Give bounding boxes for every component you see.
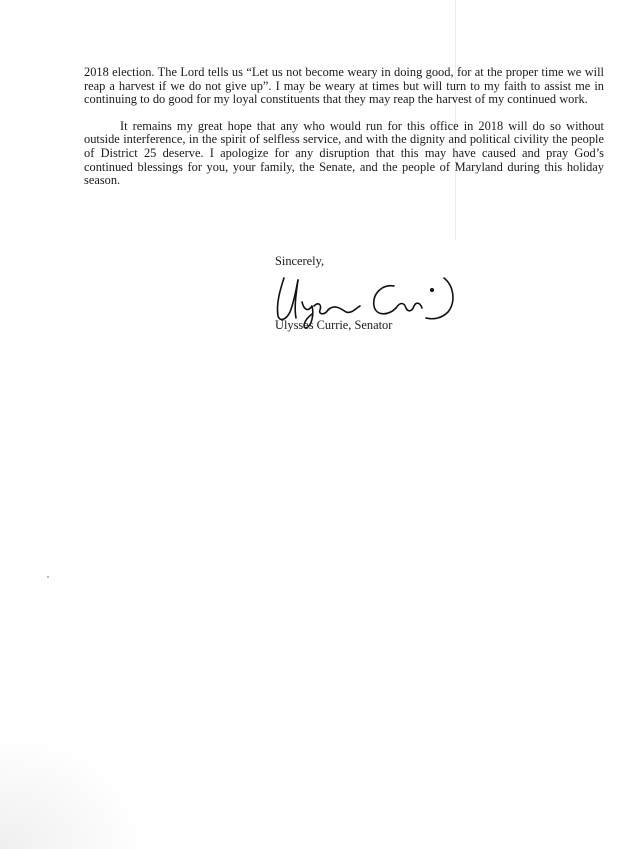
signer-name: Ulysses Currie, Senator <box>275 318 393 332</box>
closing-salutation: Sincerely, <box>275 254 325 268</box>
paragraph-hope: It remains my great hope that any who would run for this office in 2018 will do so without outside interference, in the spirit of selfless service, and with the dignity and political civility the people of District 25 deserve. I apologize for any disruption that this may have caused and pray God’s continued blessings for you, your family, the Senate, and the people of Maryland during this holiday season. <box>84 118 604 188</box>
scan-shadow <box>0 739 140 849</box>
paragraph-election: 2018 election. The Lord tells us “Let us not become weary in doing good, for at the proper time we will reap a harvest if we do not give up”. I may be weary at times but will turn to my faith to assist me in continuing to do good for my loyal constituents that they may reap the harvest of my continued work. <box>84 65 604 107</box>
scan-speck <box>47 576 49 578</box>
letter-body <box>84 66 604 188</box>
